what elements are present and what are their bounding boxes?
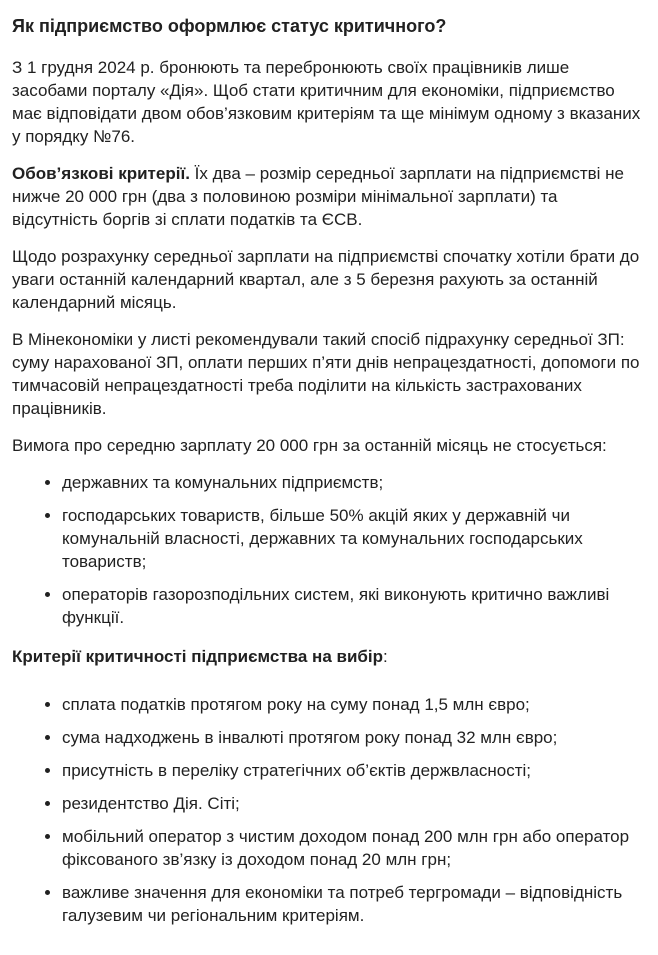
exceptions-list	[12, 471, 644, 629]
calc-method-paragraph: В Мінекономіки у листі рекомендували такий спосіб підрахунку середньої ЗП: суму нарахованої ЗП, оплати перших п’яти днів непрацездатності, допомоги по тимчасовій непрацездатності треба поділити на кількість застрахованих працівників.	[12, 330, 640, 418]
calc-period-paragraph: Щодо розрахунку середньої зарплати на підприємстві спочатку хотіли брати до уваги останній календарний квартал, але з 5 березня рахують за останній календарний місяць.	[12, 247, 640, 312]
exception-intro-paragraph: Вимога про середню зарплату 20 000 грн за останній місяць не стосується:	[12, 436, 607, 455]
list-item: • сплата податків протягом року на суму понад 1,5 млн євро;	[62, 693, 644, 716]
list-item: • присутність в переліку стратегічних об’єктів держвласності;	[62, 759, 644, 782]
list-item: • операторів газорозподільних систем, які виконують критично важливі функції.	[62, 583, 644, 629]
list-item: • мобільний оператор з чистим доходом понад 200 млн грн або оператор фіксованого зв’язку із доходом понад 20 млн грн;	[62, 825, 644, 871]
list-item: • резидентство Дія. Сіті;	[62, 792, 644, 815]
optional-criteria-list	[12, 693, 644, 927]
list-item: • господарських товариств, більше 50% акцій яких у державній чи комунальній власності, державних та комунальних господарських товариств;	[62, 504, 644, 573]
optional-criteria-heading-lead: Критерії критичності підприємства на вибір	[12, 647, 384, 666]
mandatory-criteria-text: Їх два – розмір середньої зарплати на підприємстві не нижче 20 000 грн (два з половиною розміри мінімальної зарплати) та відсутність боргів зі сплати податків та ЄСВ.	[12, 164, 625, 229]
list-item: • державних та комунальних підприємств;	[62, 471, 644, 494]
intro-paragraph: З 1 грудня 2024 р. бронюють та перебронюють своїх працівників лише засобами порталу «Дія». Щоб стати критичним для економіки, підприємство має відповідати двом обов’язковим критеріям та ще мінімум одному з вказаних у порядку №76.	[12, 58, 641, 146]
list-item: • важливе значення для економіки та потреб тергромади – відповідність галузевим чи регіональним критеріям.	[62, 881, 644, 927]
page-title: Як підприємство оформлює статус критичного?	[12, 16, 447, 36]
optional-criteria-heading-colon: :	[383, 647, 388, 666]
optional-criteria-heading	[12, 645, 644, 669]
list-item: • сума надходжень в інвалюті протягом року понад 32 млн євро;	[62, 726, 644, 749]
mandatory-criteria-lead: Обов’язкові критерії.	[12, 164, 190, 183]
mandatory-criteria-paragraph	[12, 162, 644, 231]
